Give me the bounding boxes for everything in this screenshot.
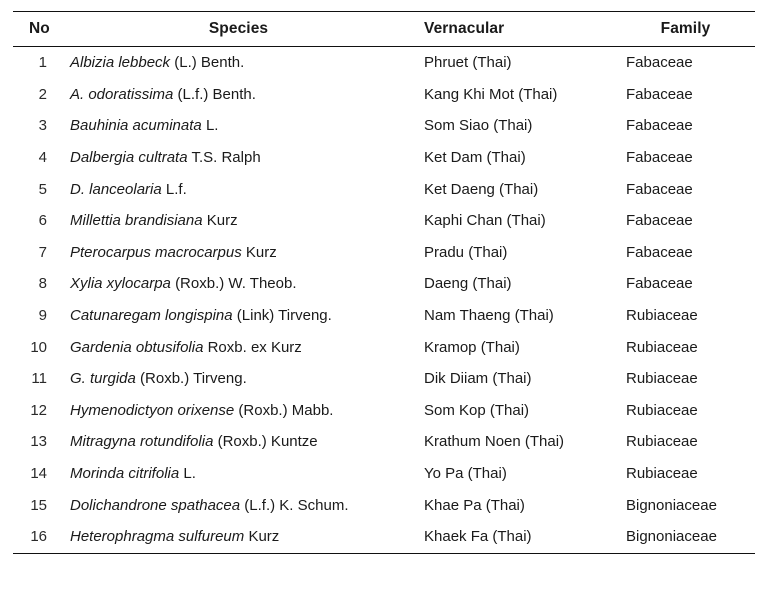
- cell-family: Fabaceae: [626, 149, 693, 167]
- species-authority: (L.) Benth.: [174, 54, 245, 72]
- species-scientific-name: Albizia lebbeck: [70, 54, 171, 72]
- cell-species: [57, 331, 420, 363]
- cell-species: [57, 395, 420, 427]
- species-scientific-name: D. lanceolaria: [70, 180, 162, 198]
- species-scientific-name: Bauhinia acuminata: [70, 117, 202, 135]
- cell-family: Bignoniaceae: [626, 496, 717, 514]
- table-row: [13, 142, 755, 174]
- cell-family: Rubiaceae: [626, 338, 698, 356]
- table-row: [13, 458, 755, 490]
- cell-vernacular: Khaek Fa (Thai): [424, 528, 532, 546]
- cell-vernacular: Som Kop (Thai): [424, 401, 530, 419]
- cell-family: Fabaceae: [626, 54, 693, 72]
- cell-vernacular: Ket Dam (Thai): [424, 149, 526, 167]
- cell-vernacular: Krathum Noen (Thai): [424, 433, 565, 451]
- cell-species: [57, 268, 420, 300]
- table-row: [13, 489, 755, 521]
- species-scientific-name: G. turgida: [70, 370, 136, 388]
- species-authority: Kurz: [206, 212, 238, 230]
- species-authority: Kurz: [245, 243, 277, 261]
- species-authority: (L.f.) K. Schum.: [244, 496, 349, 514]
- species-authority: L.: [205, 117, 219, 135]
- table-header: [13, 12, 755, 47]
- cell-species: [57, 79, 420, 111]
- cell-family: Rubiaceae: [626, 401, 698, 419]
- species-authority: (Roxb.) Tirveng.: [140, 370, 247, 388]
- species-authority: L.: [183, 465, 196, 483]
- cell-species: [57, 489, 420, 521]
- cell-vernacular: Kramop (Thai): [424, 338, 520, 356]
- cell-no: 9: [38, 307, 47, 325]
- species-scientific-name: Gardenia obtusifolia: [70, 338, 204, 356]
- cell-no: 15: [30, 496, 47, 514]
- species-scientific-name: Catunaregam longispina: [70, 307, 233, 325]
- cell-family: Fabaceae: [626, 117, 693, 135]
- cell-no: 6: [38, 212, 47, 230]
- cell-no: 2: [38, 85, 47, 103]
- table-row: [13, 426, 755, 458]
- species-authority: (Roxb.) Kuntze: [217, 433, 318, 451]
- cell-vernacular: Som Siao (Thai): [424, 117, 533, 135]
- cell-no: 13: [30, 433, 47, 451]
- cell-family: Bignoniaceae: [626, 528, 717, 546]
- table-row: [13, 331, 755, 363]
- cell-no: 1: [38, 54, 47, 72]
- species-scientific-name: Morinda citrifolia: [70, 465, 180, 483]
- species-table: [13, 11, 755, 554]
- species-authority: Kurz: [248, 528, 280, 546]
- cell-species: [57, 458, 420, 490]
- table-row: [13, 300, 755, 332]
- table-row: [13, 79, 755, 111]
- cell-vernacular: Nam Thaeng (Thai): [424, 307, 554, 325]
- cell-vernacular: Yo Pa (Thai): [424, 465, 507, 483]
- species-authority: (Roxb.) W. Theob.: [175, 275, 297, 293]
- species-table-container: [13, 11, 755, 554]
- table-body: [13, 47, 755, 554]
- column-header-species: Species: [208, 20, 269, 37]
- cell-no: 10: [30, 338, 47, 356]
- cell-vernacular: Kang Khi Mot (Thai): [424, 85, 558, 103]
- species-authority: (Roxb.) Mabb.: [238, 401, 334, 419]
- table-row: [13, 110, 755, 142]
- species-scientific-name: Millettia brandisiana: [70, 212, 203, 230]
- table-row: [13, 521, 755, 553]
- cell-family: Fabaceae: [626, 243, 693, 261]
- species-scientific-name: Hymenodictyon orixense: [70, 401, 235, 419]
- cell-no: 5: [38, 180, 47, 198]
- cell-vernacular: Pradu (Thai): [424, 243, 508, 261]
- cell-vernacular: Phruet (Thai): [424, 54, 512, 72]
- cell-vernacular: Kaphi Chan (Thai): [424, 212, 546, 230]
- cell-species: [57, 173, 420, 205]
- cell-vernacular: Daeng (Thai): [424, 275, 512, 293]
- table-row: [13, 205, 755, 237]
- cell-family: Rubiaceae: [626, 465, 698, 483]
- cell-family: Rubiaceae: [626, 433, 698, 451]
- species-scientific-name: Pterocarpus macrocarpus: [70, 243, 242, 261]
- cell-family: Rubiaceae: [626, 307, 698, 325]
- cell-family: Fabaceae: [626, 180, 693, 198]
- cell-species: [57, 363, 420, 395]
- cell-no: 8: [38, 275, 47, 293]
- table-header-row: [13, 12, 755, 47]
- cell-no: 7: [38, 243, 47, 261]
- species-scientific-name: Mitragyna rotundifolia: [70, 433, 214, 451]
- table-row: [13, 395, 755, 427]
- cell-species: [57, 205, 420, 237]
- species-scientific-name: Dolichandrone spathacea: [70, 496, 241, 514]
- cell-species: [57, 47, 420, 79]
- column-header-family: Family: [660, 20, 711, 37]
- table-row: [13, 173, 755, 205]
- cell-vernacular: Ket Daeng (Thai): [424, 180, 539, 198]
- cell-species: [57, 300, 420, 332]
- table-row: [13, 237, 755, 269]
- species-scientific-name: Dalbergia cultrata: [70, 149, 188, 167]
- cell-no: 4: [38, 149, 47, 167]
- cell-species: [57, 521, 420, 553]
- cell-vernacular: Dik Diiam (Thai): [424, 370, 532, 388]
- cell-no: 3: [38, 117, 47, 135]
- cell-no: 16: [30, 528, 47, 546]
- column-header-vernacular: Vernacular: [424, 20, 505, 37]
- species-authority: L.f.: [165, 180, 187, 198]
- cell-species: [57, 426, 420, 458]
- column-header-no: No: [29, 20, 50, 37]
- species-scientific-name: A. odoratissima: [70, 85, 174, 103]
- cell-no: 11: [31, 370, 47, 388]
- cell-family: Fabaceae: [626, 275, 693, 293]
- cell-family: Fabaceae: [626, 85, 693, 103]
- cell-no: 12: [30, 401, 47, 419]
- species-authority: Roxb. ex Kurz: [207, 338, 302, 356]
- table-row: [13, 363, 755, 395]
- species-scientific-name: Heterophragma sulfureum: [70, 528, 245, 546]
- species-scientific-name: Xylia xylocarpa: [70, 275, 171, 293]
- species-authority: T.S. Ralph: [191, 149, 261, 167]
- cell-no: 14: [30, 465, 47, 483]
- species-authority: (Link) Tirveng.: [236, 307, 332, 325]
- cell-family: Fabaceae: [626, 212, 693, 230]
- table-row: [13, 47, 755, 79]
- table-row: [13, 268, 755, 300]
- cell-species: [57, 110, 420, 142]
- cell-vernacular: Khae Pa (Thai): [424, 496, 525, 514]
- cell-species: [57, 142, 420, 174]
- cell-family: Rubiaceae: [626, 370, 698, 388]
- species-authority: (L.f.) Benth.: [177, 85, 256, 103]
- cell-species: [57, 237, 420, 269]
